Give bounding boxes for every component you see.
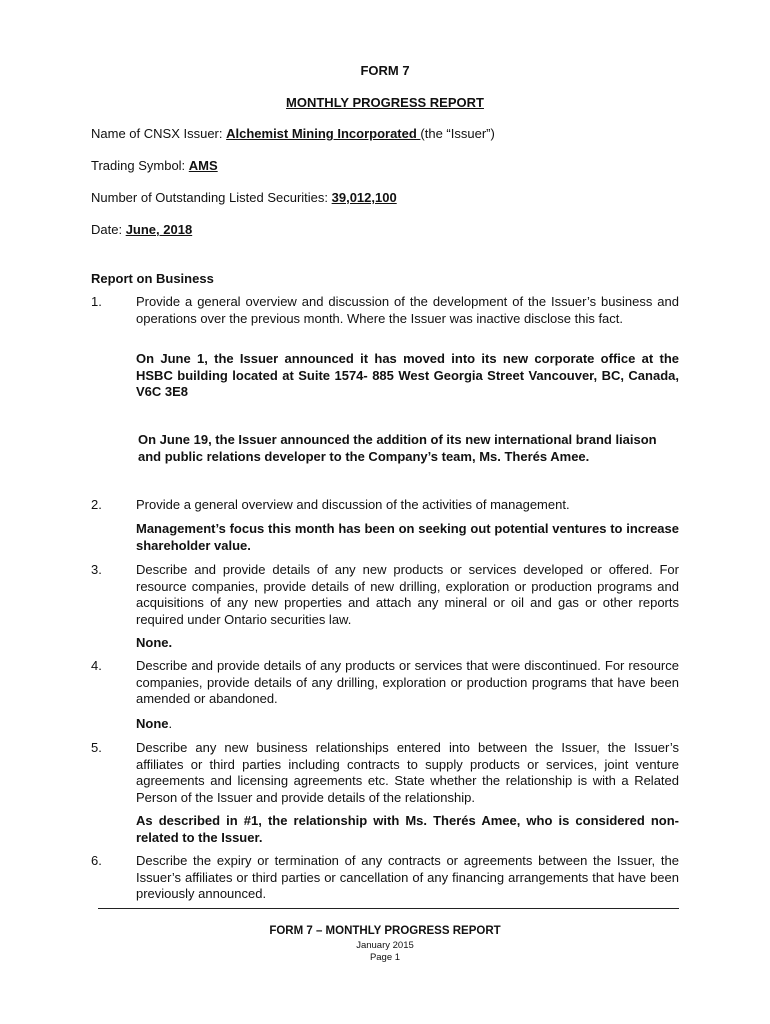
item-answer-secondary: On June 19, the Issuer announced the addition of its new international brand liaison and public relations developer to the Company’s team, Ms. Therés Amee. — [138, 432, 657, 464]
item-question: Describe and provide details of any products or services that were discontinued. For resource companies, provide details of any drilling, exploration or production programs that have been amended or abandoned. — [136, 658, 679, 706]
item-question: Provide a general overview and discussion of the development of the Issuer’s business and operations over the previous month. Where the Issuer was inactive disclose this fact. — [136, 294, 679, 326]
footer-title: FORM 7 – MONTHLY PROGRESS REPORT — [269, 925, 501, 937]
issuer-label: Name of CNSX Issuer: — [91, 126, 227, 141]
item-number: 2. — [91, 497, 102, 512]
section-title: Report on Business — [91, 271, 214, 286]
date-label: Date: — [91, 222, 126, 237]
item-answer: Management’s focus this month has been on seeking out potential ventures to increase shareholder value. — [136, 521, 679, 553]
date-field — [91, 222, 192, 237]
report-title: MONTHLY PROGRESS REPORT — [286, 95, 484, 110]
symbol-label: Trading Symbol: — [91, 158, 189, 173]
item-answer-text: None — [136, 716, 169, 731]
footer-divider — [98, 908, 679, 909]
item-question: Describe the expiry or termination of any contracts or agreements between the Issuer, the Issuer’s affiliates or third parties or cancellation of any financing arrangements that have been previously announced. — [136, 853, 679, 901]
page-number: Page 1 — [369, 952, 401, 963]
item-number: 4. — [91, 658, 102, 673]
item-answer — [136, 716, 679, 733]
securities-value: 39,012,100 — [331, 190, 397, 205]
item-answer-period: . — [168, 716, 173, 731]
item-number: 6. — [91, 853, 102, 868]
issuer-suffix: (the “Issuer”) — [420, 126, 495, 141]
date-value: June, 2018 — [125, 222, 193, 237]
item-question: Describe and provide details of any new products or services developed or offered. For resource companies, provide details of new drilling, exploration or production programs and acquisitions of any new properties and attach any mineral or oil and gas or other reports required under Ontario securities law. — [136, 562, 679, 627]
item-number: 1. — [91, 294, 102, 309]
item-question: Describe any new business relationships entered into between the Issuer, the Issuer’s affiliates or third parties including contracts to supply products or services, joint venture agreements and licensing agreements etc. State whether the relationship is with a Related Person of the Issuer and provide details of the relationship. — [136, 740, 679, 805]
item-answer: As described in #1, the relationship with Ms. Therés Amee, who is considered non-related to the Issuer. — [136, 813, 679, 845]
securities-field — [91, 190, 397, 205]
item-number: 5. — [91, 740, 102, 755]
footer-date: January 2015 — [356, 940, 414, 951]
item-number: 3. — [91, 562, 102, 577]
item-answer: None. — [136, 635, 173, 650]
issuer-value: Alchemist Mining Incorporated — [226, 126, 421, 141]
symbol-value: AMS — [188, 158, 218, 173]
form-title: FORM 7 — [360, 63, 410, 78]
trading-symbol-field — [91, 158, 218, 173]
item-question: Provide a general overview and discussion of the activities of management. — [136, 497, 570, 512]
securities-label: Number of Outstanding Listed Securities: — [91, 190, 332, 205]
issuer-name-field — [91, 126, 495, 141]
item-answer: On June 1, the Issuer announced it has moved into its new corporate office at the HSBC building located at Suite 1574- 885 West Georgia Street Vancouver, BC, Canada, V6C 3E8 — [136, 351, 679, 399]
